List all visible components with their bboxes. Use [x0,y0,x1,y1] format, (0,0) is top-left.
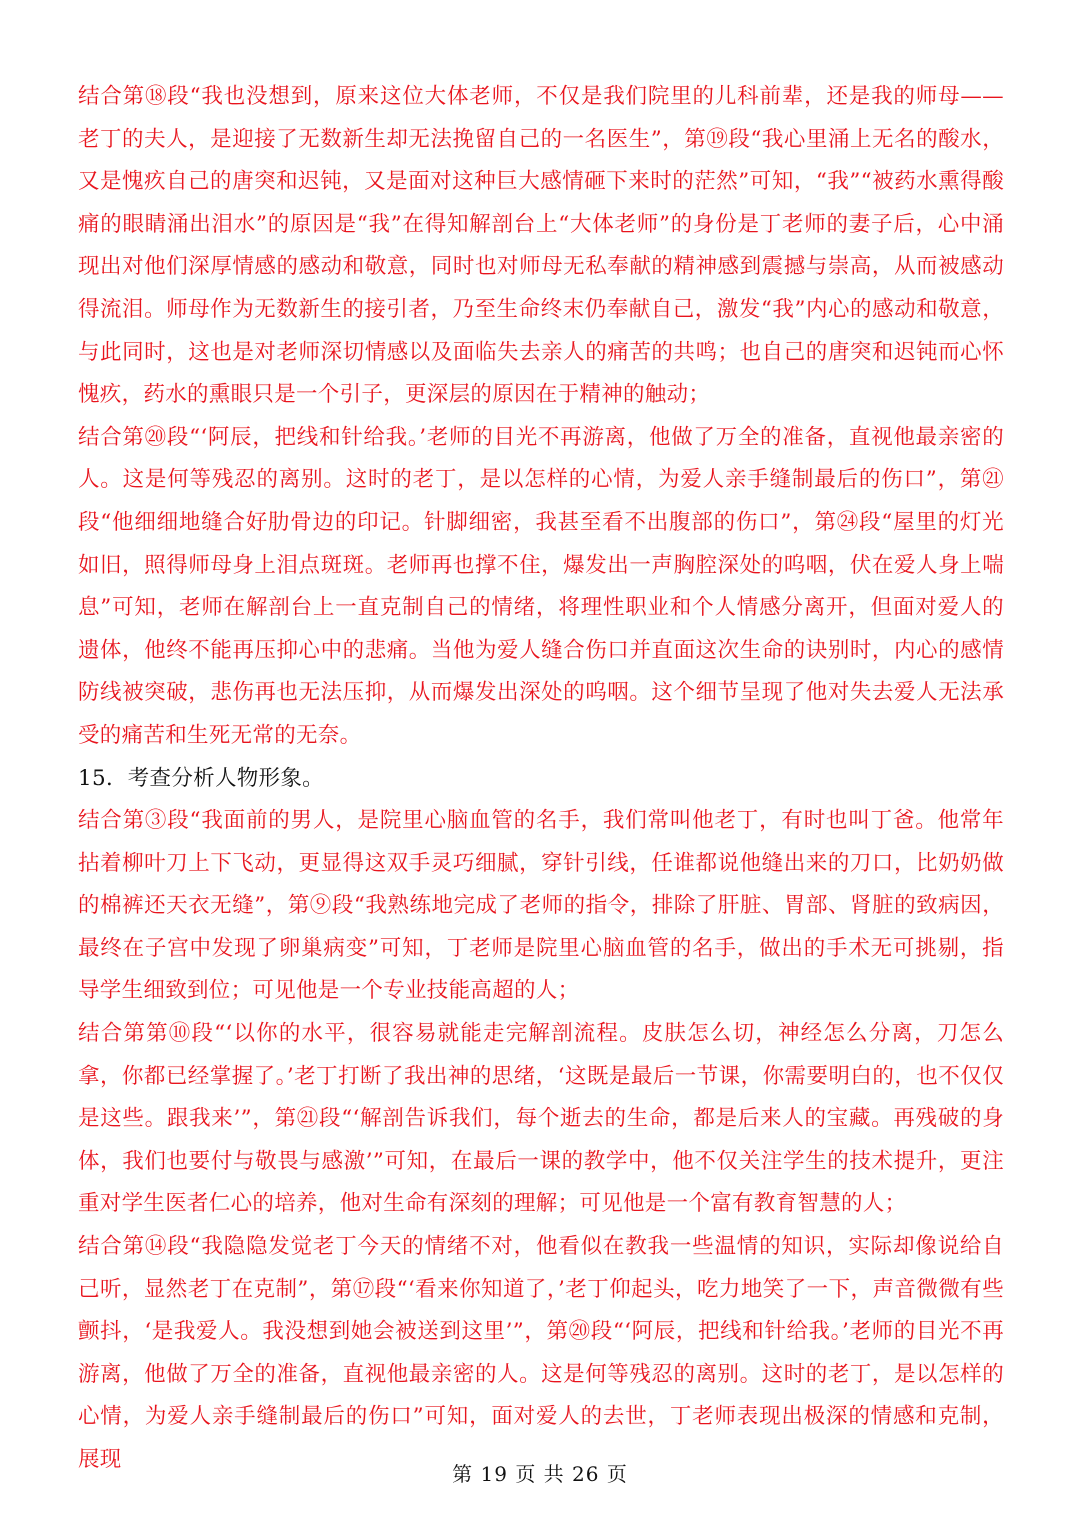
answer-paragraph-5: 结合第⑭段“我隐隐发觉老丁今天的情绪不对，他看似在教我一些温情的知识，实际却像说给自己听，显然老丁在克制”，第⑰段“‘看来你知道了，’老丁仰起头，吃力地笑了一下，声音微微有些颤抖，‘是我爱人。我没想到她会被送到这里’”，第⑳段“‘阿辰，把线和针给我。’老师的目光不再游离，他做了万全的准备，直视他最亲密的人。这是何等残忍的离别。这时的老丁，是以怎样的心情，为爱人亲手缝制最后的伤口”可知，面对爱人的去世，丁老师表现出极深的情感和克制，展现 [78,1234,1004,1472]
answer-paragraph-1: 结合第⑱段“我也没想到，原来这位大体老师，不仅是我们院里的儿科前辈，还是我的师母——老丁的夫人，是迎接了无数新生却无法挽留自己的一名医生”，第⑲段“我心里涌上无名的酸水，又是愧疚自己的唐突和迟钝，又是面对这种巨大感情砸下来时的茫然”可知，“我”“被药水熏得酸痛的眼睛涌出泪水”的原因是“我”在得知解剖台上“大体老师”的身份是丁老师的妻子后，心中涌现出对他们深厚情感的感动和敬意，同时也对师母无私奉献的精神感到震撼与崇高，从而被感动得流泪。师母作为无数新生的接引者，乃至生命终末仍奉献自己，激发“我”内心的感动和敬意，与此同时，这也是对老师深切情感以及面临失去亲人的痛苦的共鸣；也自己的唐突和迟钝而心怀愧疚，药水的熏眼只是一个引子，更深层的原因在于精神的触动； [78,84,1004,408]
question-heading-15: 15．考查分析人物形象。 [78,765,324,791]
document-body [78,76,1004,1482]
answer-paragraph-4: 结合第第⑩段“‘以你的水平，很容易就能走完解剖流程。皮肤怎么切，神经怎么分离，刀怎么拿，你都已经掌握了。’老丁打断了我出神的思绪，‘这既是最后一节课，你需要明白的，也不仅仅是这些。跟我来’”，第㉑段“‘解剖告诉我们，每个逝去的生命，都是后来人的宝藏。再残破的身体，我们也要付与敬畏与感激’”可知，在最后一课的教学中，他不仅关注学生的技术提升，更注重对学生医者仁心的培养，他对生命有深刻的理解；可见他是一个富有教育智慧的人； [78,1021,1004,1217]
answer-paragraph-2: 结合第⑳段“‘阿辰，把线和针给我。’老师的目光不再游离，他做了万全的准备，直视他最亲密的人。这是何等残忍的离别。这时的老丁，是以怎样的心情，为爱人亲手缝制最后的伤口”，第㉑段“他细细地缝合好肋骨边的印记。针脚细密，我甚至看不出腹部的伤口”，第㉔段“屋里的灯光如旧，照得师母身上泪点斑斑。老师再也撑不住，爆发出一声胸腔深处的呜咽，伏在爱人身上喘息”可知，老师在解剖台上一直克制自己的情绪，将理性职业和个人情感分离开，但面对爱人的遗体，他终不能再压抑心中的悲痛。当他为爱人缝合伤口并直面这次生命的诀别时，内心的感情防线被突破，悲伤再也无法压抑，从而爆发出深处的呜咽。这个细节呈现了他对失去爱人无法承受的痛苦和生死无常的无奈。 [78,424,1004,748]
answer-paragraph-3: 结合第③段“我面前的男人，是院里心脑血管的名手，我们常叫他老丁，有时也叫丁爸。他常年拈着柳叶刀上下飞动，更显得这双手灵巧细腻，穿针引线，任谁都说他缝出来的刀口，比奶奶做的棉裤还天衣无缝”，第⑨段“我熟练地完成了老师的指令，排除了肝脏、胃部、肾脏的致病因，最终在子宫中发现了卵巢病变”可知，丁老师是院里心脑血管的名手，做出的手术无可挑剔，指导学生细致到位；可见他是一个专业技能高超的人； [78,808,1004,1004]
page-number-footer: 第 19 页 共 26 页 [452,1462,628,1486]
